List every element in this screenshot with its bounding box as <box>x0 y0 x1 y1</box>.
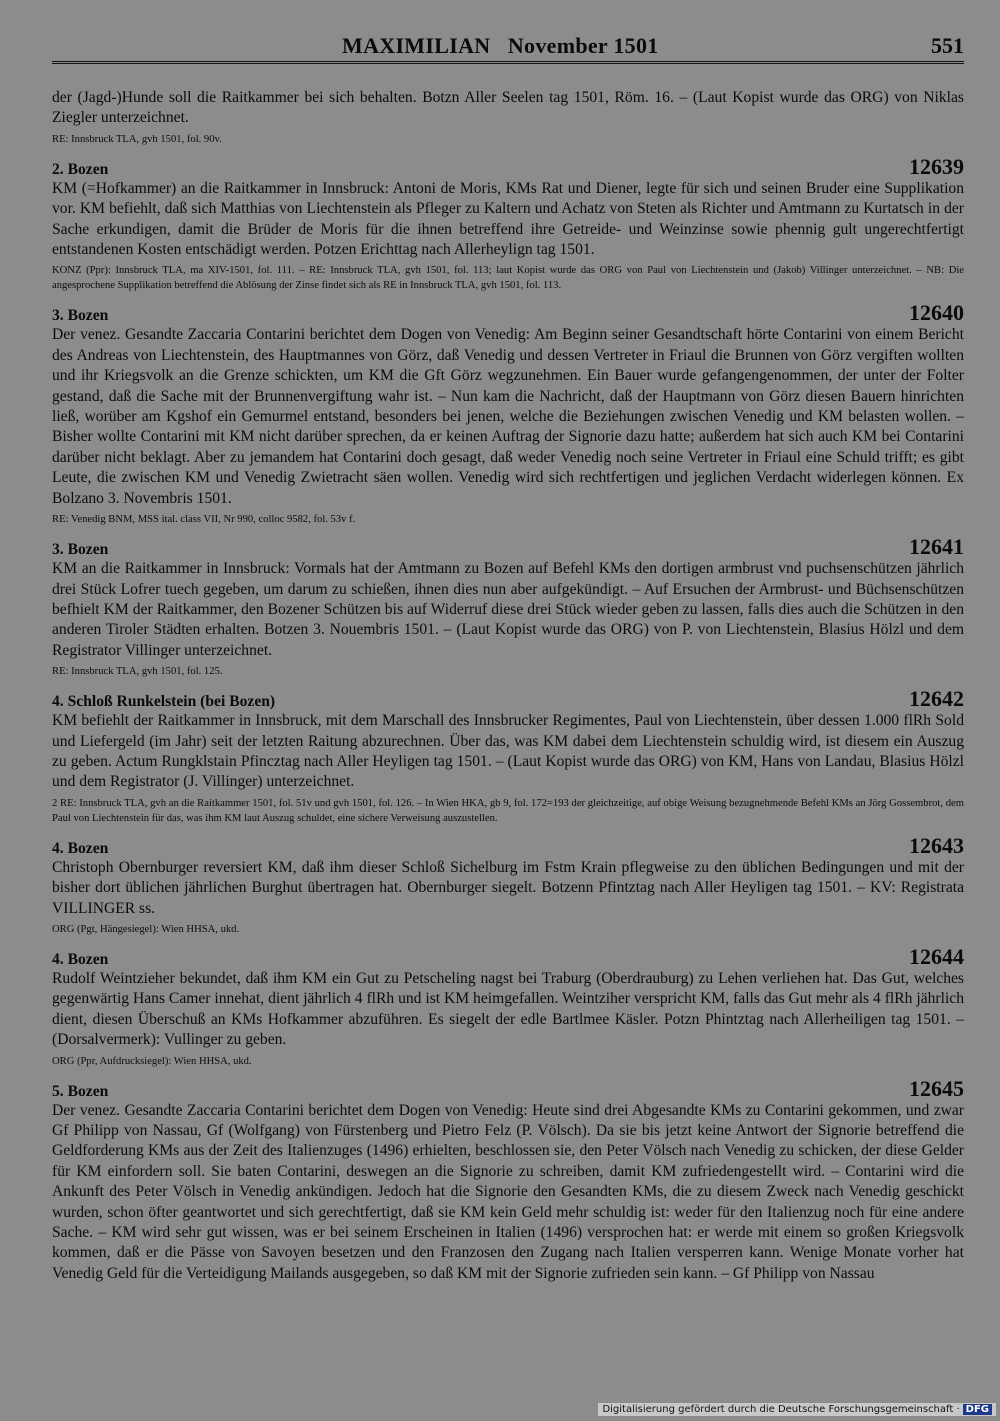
footer-text: Digitalisierung gefördert durch die Deutsche Forschungsgemeinschaft · <box>602 1404 960 1415</box>
entry-source: RE: Innsbruck TLA, gvh 1501, fol. 125. <box>52 666 223 678</box>
digitization-footer <box>598 1403 996 1416</box>
entry-source: KONZ (Ppr): Innsbruck TLA, ma XIV-1501, fol. 111. – RE: Innsbruck TLA, gvh 1501, fol. 113; laut Kopist wurde das ORG von Paul von Liechtenstein und (Jakob) Villinger unterzeichnet. – NB: Die angesprochene Supplikation betreffend die Ablösung der Zinse findet sich als RE in Innsbruck TLA, gvh 1501, fol. 113. <box>52 265 964 292</box>
running-head <box>52 33 964 64</box>
entry-number: 12644 <box>909 943 964 969</box>
entry-text: Christoph Obernburger reversiert KM, daß ihm dieser Schloß Sichelburg im Fstm Krain pflegweise zu den üblichen Bedingungen und mit der bisher dort üblichen jährlichen Burghut übertragen hat. Obernburger siegelt. Botzenn Pfintztag nach Aller Heyligen tag 1501. – KV: Registrata VILLINGER ss. <box>52 858 964 917</box>
entry-date: 5. Bozen <box>52 1082 109 1100</box>
entry-text: KM an die Raitkammer in Innsbruck: Vormals hat der Amtmann zu Bozen auf Befehl KMs den dortigen armbrust vnd puchsenschützen jährlich drei Stück Lofrer tuech gegeben, um darum zu schießen, ihnen dies nun aber aufgekündigt. – Auf Ersuchen der Armbrust- und Büchsenschützen befhielt KM der Raitkammer, den Bozener Schützen bis auf Widerruf diese drei Stück wieder geben zu lassen, falls dies auch die Schützen in den anderen Tiroler Städten erhalten. Botzen 3. Nouembris 1501. – (Laut Kopist wurde das ORG) von P. von Liechtenstein, Blasius Hölzl und dem Registrator Villinger unterzeichnet. <box>52 560 964 659</box>
running-title: MAXIMILIAN November 1501 <box>342 33 659 58</box>
entry-header <box>52 534 964 560</box>
entry-text: Rudolf Weintzieher bekundet, daß ihm KM ein Gut zu Petscheling nagst bei Traburg (Oberdrauburg) zu Lehen verliehen hat. Das Gut, welches gegenwärtig Hans Camer innehat, dient jährlich 4 flRh und ist KM heimgefallen. Weintziher verspricht KM, falls das Gut mehr als 4 flRh jährlich dient, diesen Überschuß an KMs Hofkammer abzuführen. Es siegelt der edle Bartlmee Käsler. Potzn Phintztag nach Allerheiligen tag 1501. – (Dorsalvermerk): Vullinger zu geben. <box>52 969 964 1049</box>
entry-number: 12640 <box>909 300 964 326</box>
entry-text: Der venez. Gesandte Zaccaria Contarini berichtet dem Dogen von Venedig: Heute sind drei Abgesandte KMs zu Contarini gekommen, und zwar Gf Philipp von Nassau, Gf (Wolfgang) von Fürstenberg und Pietro Felz (P. Völsch). Da sie bis jetzt keine Antwort der Signorie betreffend die Geldforderung KMs aus der Zeit des Italienzuges (1496) erhielten, beschlossen sie, den Peter Völsch nach Venedig zu schicken, der diese Gelder für KM einfordern soll. Sie baten Contarini, deswegen an die Signorie zu schreiben, damit KM zufriedengestellt wird. – Contarini wird die Ankunft des Peter Völsch in Venedig ankündigen. Jedoch hat die Signorie den Gesandten KMs, die zu diesem Zweck nach Venedig geschickt wurden, schon öfter geantwortet und sich gerechtfertigt, daß sie KM kein Geld mehr schuldig ist: weder für den Italienzug noch für eine andere Sache. – KM wird sehr gut wissen, was er bei seinem Erscheinen in Italien (1496) versprochen hat: er werde mit einem so großen Kriegsvolk kommen, daß er die Pässe von Savoyen besetzen und den Franzosen den Zugang nach Italien versperren kann. Wenige Monate vorher hat Venedig Geld für die Verteidigung Mailands ausgegeben, so daß KM mit der Signorie zufrieden sein kann. – Gf Philipp von Nassau <box>52 1101 964 1282</box>
entry-number: 12642 <box>909 686 964 712</box>
entry-text: Der venez. Gesandte Zaccaria Contarini berichtet dem Dogen von Venedig: Am Beginn seiner Gesandtschaft hörte Contarini von einem Bericht des Andreas von Liechtenstein, des Hauptmannes von Görz, daß Venedig und dessen Vertreter in Friaul die Brunnen von Görz vergiften wollten und ihr Kriegsvolk an die Grenze schickten, um KM die Gft Görz wegzunehmen. Ein Bauer wurde gefangengenommen, der unter der Folter gestand, daß die Sache mit der Brunnenvergiftung wahr ist. – Nun kam die Nachricht, daß der Hauptmann von Görz diesen Bauern hinrichten ließ, worüber am Kgshof ein Gemurmel entstand, besonders bei jenen, welche die Beziehungen zwischen Venedig und KM belasten wollen. – Bisher wollte Contarini mit KM nicht darüber sprechen, da er keinen Auftrag der Signorie dazu hatte; außerdem hat sich auch KM bei Contarini darüber nicht beklagt. Aber zu jemandem hat Contarini doch gesagt, daß weder Venedig noch seine Vertreter in Friaul eine Schuld trifft; es gibt Leute, die zwischen KM und Venedig Zwietracht säen wollen. Venedig wird sich rechtfertigen und jeglichen Verdacht widerlegen können. Ex Bolzano 3. Novembris 1501. <box>52 326 964 507</box>
continuation-block <box>52 88 964 147</box>
entry-text: KM (=Hofkammer) an die Raitkammer in Innsbruck: Antoni de Moris, KMs Rat und Diener, legte für sich und seinen Bruder eine Supplikation vor. KM befiehlt, daß sich Matthias von Liechtenstein als Pfleger zu Kaltern und Achatz von Steten als Richter und Amtmann zu Kurtatsch in der Sache erkundigen, damit die Brüder de Moris für die ihnen betreffend ihre Getreide- und Weinzinse sowie phennig gult ungerechtfertigt entstandenen Kosten entschädigt werden. Potzen Erichttag nach Allerheylign tag 1501. <box>52 179 964 259</box>
page-content <box>52 88 964 1284</box>
entry-date: 2. Bozen <box>52 160 109 178</box>
entry-text: KM befiehlt der Raitkammer in Innsbruck, mit dem Marschall des Innsbrucker Regimentes, Paul von Liechtenstein, über dessen 1.000 flRh Sold und Liefergeld (im Jahr) seit der letzten Raitung abzurechnen. Über das, was KM dabei dem Liechtenstein schuldig wird, ist diesem ein Auszug zu geben. Actum Rungklstain Pfincztag nach Aller Heyligen tag 1501. – (Laut Kopist wurde das ORG) von KM, Hans von Landau, Blasius Hölzl und dem Registrator (J. Villinger) unterzeichnet. <box>52 712 964 791</box>
entry-header <box>52 943 964 969</box>
page-number: 551 <box>931 33 964 58</box>
entry-header <box>52 300 964 326</box>
entry-12643 <box>52 832 964 937</box>
entry-number: 12645 <box>909 1075 964 1101</box>
continuation-text: der (Jagd-)Hunde soll die Raitkammer bei sich behalten. Botzn Aller Seelen tag 1501, Röm. 16. – (Laut Kopist wurde das ORG) von Niklas Ziegler unterzeichnet. <box>52 89 964 127</box>
entry-12645 <box>52 1075 964 1285</box>
entry-date: 3. Bozen <box>52 541 109 559</box>
entry-date: 4. Schloß Runkelstein (bei Bozen) <box>52 693 276 711</box>
entry-source: ORG (Ppr, Aufdrucksiegel): Wien HHSA, ukd. <box>52 1055 252 1067</box>
entry-header <box>52 1075 964 1101</box>
entry-header <box>52 153 964 179</box>
entry-source: RE: Venedig BNM, MSS ital. class VII, Nr 990, colloc 9582, fol. 53v f. <box>52 514 356 526</box>
continuation-source: RE: Innsbruck TLA, gvh 1501, fol. 90v. <box>52 133 222 145</box>
entry-header <box>52 686 964 712</box>
entry-12640 <box>52 300 964 527</box>
entry-12639 <box>52 153 964 294</box>
entry-number: 12641 <box>909 534 964 560</box>
entry-12644 <box>52 943 964 1069</box>
entry-number: 12639 <box>909 153 964 179</box>
entry-12641 <box>52 534 964 679</box>
entry-header <box>52 832 964 858</box>
dfg-logo: DFG <box>963 1404 992 1415</box>
entry-number: 12643 <box>909 832 964 858</box>
entry-date: 4. Bozen <box>52 950 109 968</box>
entry-12642 <box>52 686 964 826</box>
entry-date: 4. Bozen <box>52 839 109 857</box>
entry-source: ORG (Pgt, Hängesiegel): Wien HHSA, ukd. <box>52 923 240 935</box>
entry-date: 3. Bozen <box>52 307 109 325</box>
entry-source: 2 RE: Innsbruck TLA, gvh an die Raitkammer 1501, fol. 51v und gvh 1501, fol. 126. – In Wien HKA, gb 9, fol. 172=193 der gleichzeitige, auf obige Weisung bezugnehmende Befehl KMs an Jörg Gossembrot, dem Paul von Liechtenstein für das, was ihm KM laut Auszug schuldet, eine sichere Verweisung auszustellen. <box>52 797 964 824</box>
